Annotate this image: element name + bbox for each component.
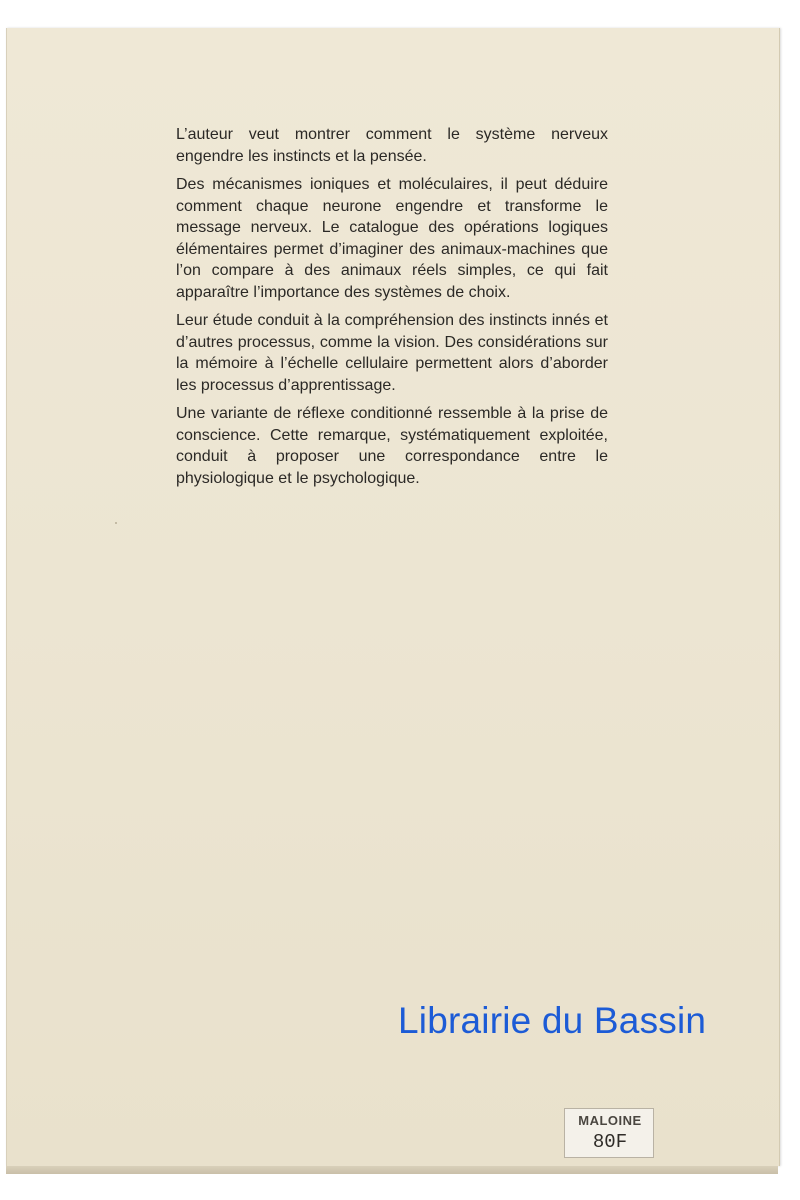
blurb-paragraph-4: Une variante de réflexe conditionné ressemble à la prise de conscience. Cette remarque, systématiquement exploitée, conduit à proposer une correspondance entre le physiologique et le psychologique. <box>176 405 608 487</box>
price-sticker <box>564 1108 654 1158</box>
sticker-price: 80F <box>592 1131 628 1153</box>
blurb-paragraph-3: Leur étude conduit à la compréhension des instincts innés et d’autres processus, comme la vision. Des considérations sur la mémoire à l’échelle cellulaire permettent alors d’aborder les processus d’apprentissage. <box>176 312 608 394</box>
blurb-paragraph-2: Des mécanismes ioniques et moléculaires, il peut déduire comment chaque neurone engendre et transforme le message nerveux. Le catalogue des opérations logiques élémentaires permet d’imaginer des animaux-machines que l’on compare à des animaux réels simples, ce qui fait apparaître l’importance des systèmes de choix. <box>176 176 608 301</box>
back-cover-blurb <box>176 124 608 496</box>
paper-speck <box>115 522 117 524</box>
bookseller-watermark: Librairie du Bassin <box>398 1000 707 1041</box>
cover-bottom-edge <box>6 1166 778 1174</box>
sticker-publisher: MALOINE <box>578 1113 642 1128</box>
blurb-paragraph-1: L’auteur veut montrer comment le système nerveux engendre les instincts et la pensée. <box>176 126 608 165</box>
